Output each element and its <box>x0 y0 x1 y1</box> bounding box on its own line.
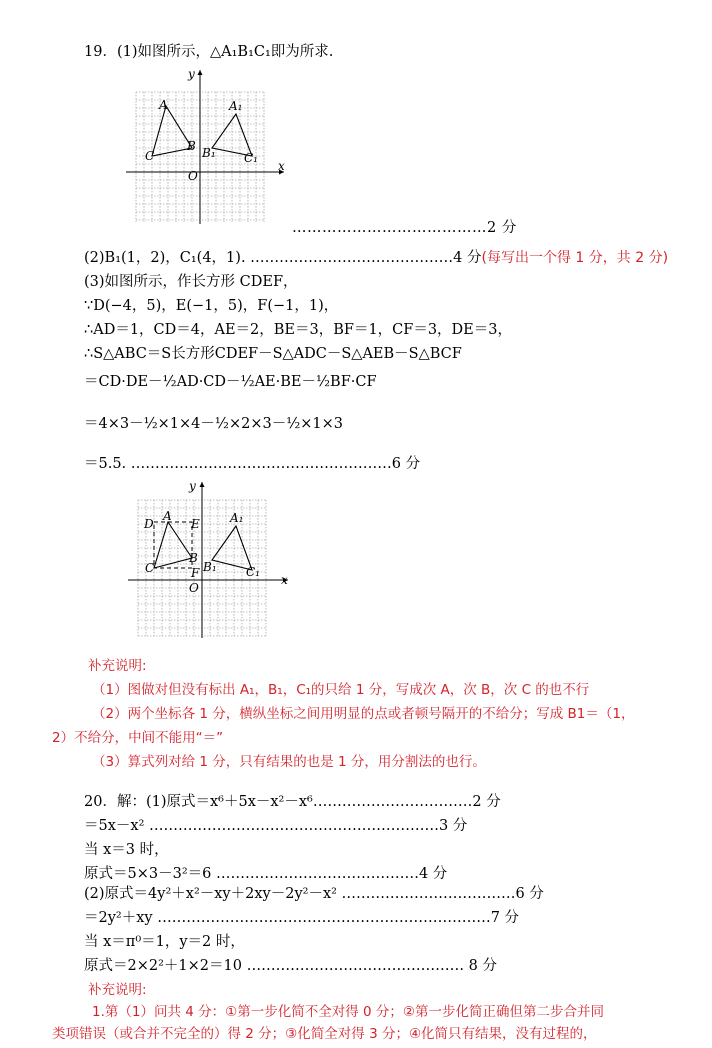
figure-2-label-f: F <box>191 566 200 580</box>
q20-line-1: 20．解：(1)原式＝x⁶＋5x－x²－x⁶……………………………2 分 <box>84 794 501 810</box>
q19-line-6: ∴S△ABC＝S长方形CDEF－S△ADC－S△AEB－S△BCF <box>84 346 462 362</box>
q20-supplement-item-1b: 类项错误（或合并不完全的）得 2 分；③化简全对得 3 分；④化简只有结果，没有过程的， <box>52 1026 597 1042</box>
figure-1-y-arrow <box>198 70 203 75</box>
figure-2-label-a: A <box>163 509 172 523</box>
figure-1-label-b1: B₁ <box>202 146 216 160</box>
figure-2-y-arrow <box>200 482 205 487</box>
figure-1-label-y: y <box>188 67 195 81</box>
q19-line-7: ＝CD·DE－½AD·CD－½AE·BE－½BF·CF <box>84 374 377 390</box>
q19-line-9: ＝5.5. ………………………………………………6 分 <box>84 456 421 472</box>
q19-supplement-item-2b: 2）不给分，中间不能用“＝” <box>52 730 224 746</box>
figure-1-label-a1: A₁ <box>229 99 243 113</box>
q20-line-6: ＝2y²＋xy ……………………………………………………………7 分 <box>84 910 520 926</box>
triangle-abc <box>152 106 192 156</box>
figure-1-label-o: O <box>188 169 198 183</box>
q19-line-4: ∵D(−4，5)，E(−1，5)，F(−1，1)， <box>84 298 339 314</box>
q20-line-8: 原式＝2×2²＋1×2＝10 ……………………………………… 8 分 <box>84 958 498 974</box>
q19-line-5: ∴AD＝1，CD＝4，AE＝2，BE＝3，BF＝1，CF＝3，DE＝3， <box>84 322 512 338</box>
figure-2-label-c1: C₁ <box>246 565 260 579</box>
figure-2-label-e: E <box>191 517 200 531</box>
figure-2-label-b: B <box>189 551 198 565</box>
figure-1-score: …………………………………2 分 <box>292 220 517 236</box>
q19-line-3: (3)如图所示，作长方形 CDEF， <box>84 274 298 290</box>
figure-1-label-c: C <box>145 149 155 163</box>
figure-2-label-y: y <box>189 480 196 493</box>
figure-1-label-a: A <box>159 98 168 112</box>
figure-2-label-o: O <box>189 581 199 595</box>
q19-supplement-item-1: （1）图做对但没有标出 A₁，B₁，C₁的只给 1 分，写成次 A，次 B，次 C 的也不行 <box>92 682 590 698</box>
q19-supplement-title: 补充说明: <box>88 658 147 674</box>
q20-supplement-item-1a: 1.第（1）问共 4 分：①第一步化简不全对得 0 分；②第一步化简正确但第二步合并同 <box>92 1004 605 1020</box>
q19-line-2 <box>84 248 668 268</box>
figure-1-coordinate-grid <box>126 66 286 226</box>
q20-line-7: 当 x＝π⁰＝1，y＝2 时， <box>84 934 245 950</box>
figure-1-label-c1: C₁ <box>244 151 258 165</box>
q19-line-2-text: (2)B₁(1，2)，C₁(4，1). ……………………………………4 分 <box>84 250 482 266</box>
figure-2-label-a1: A₁ <box>230 511 244 525</box>
q20-line-4: 原式＝5×3－3²＝6 ……………………………………4 分 <box>84 866 448 882</box>
q19-line-2-note: (每写出一个得 1 分，共 2 分) <box>481 250 669 266</box>
q19-line-8: ＝4×3－½×1×4－½×2×3－½×1×3 <box>84 416 344 432</box>
q20-supplement-title: 补充说明: <box>88 982 147 998</box>
q20-line-2: ＝5x－x² ……………………………………………………3 分 <box>84 818 468 834</box>
q19-header: 19．(1)如图所示，△A₁B₁C₁即为所求. <box>84 44 334 60</box>
q19-supplement-item-3: （3）算式列对给 1 分，只有结果的也是 1 分，用分割法的也行。 <box>92 754 486 770</box>
q19-supplement-item-2a: （2）两个坐标各 1 分，横纵坐标之间用明显的点或者顿号隔开的不给分；写成 B1＝（1， <box>92 706 635 722</box>
figure-2-label-b1: B₁ <box>203 560 217 574</box>
triangle-abc <box>154 522 192 568</box>
figure-2-label-d: D <box>144 517 154 531</box>
q20-line-5: (2)原式＝4y²＋x²－xy＋2xy－2y²－x² ………………………………6 分 <box>84 886 544 902</box>
figure-1-label-x: x <box>278 159 285 173</box>
figure-1-label-b: B <box>187 139 196 153</box>
figure-2-label-c: C <box>145 561 155 575</box>
figure-2-label-x: x <box>281 573 288 587</box>
q20-line-3: 当 x＝3 时， <box>84 842 169 858</box>
figure-2-coordinate-grid <box>128 480 290 640</box>
